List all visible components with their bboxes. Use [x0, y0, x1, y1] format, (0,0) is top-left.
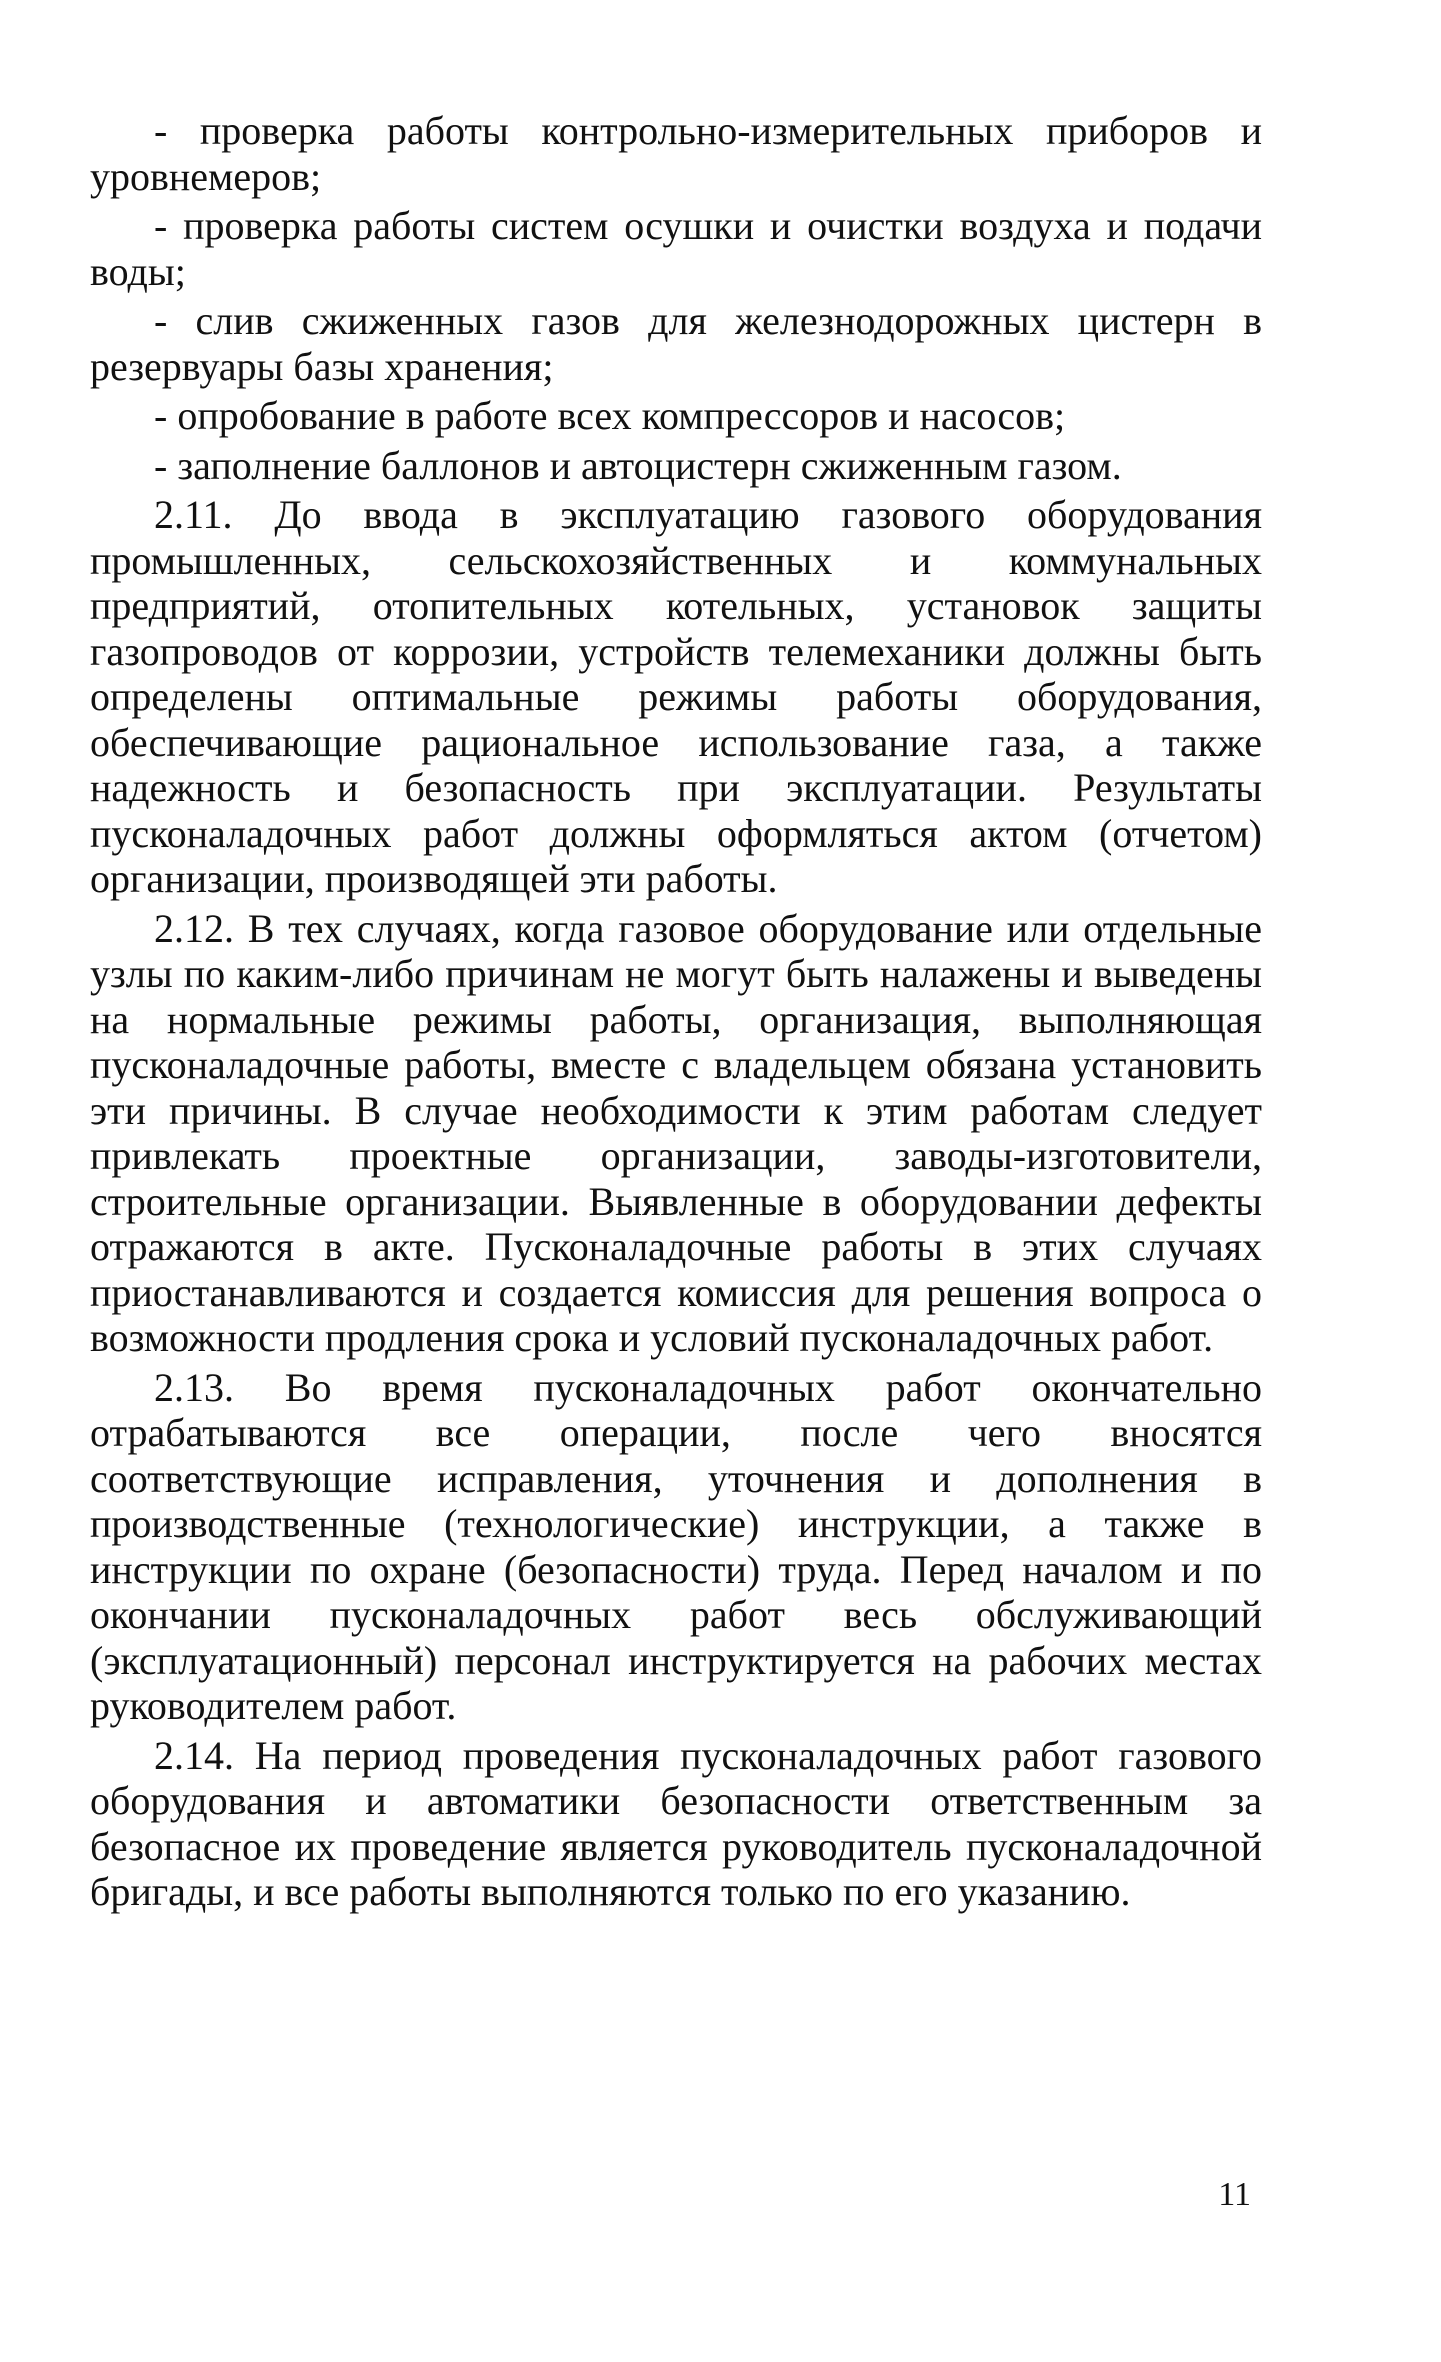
section-2-12: 2.12. В тех случаях, когда газовое оборудование или отдельные узлы по каким-либо причинам не могут быть налажены и выведены на нормальные режимы работы, организация, выполняющая пусконаладочные работы, вместе с владельцем обязана установить эти причины. В случае необходимости к этим работам следует привлекать проектные организации, заводы-изготовители, строительные организации. Выявленные в оборудовании дефекты отражаются в акте. Пусконаладочные работы в этих случаях приостанавливаются и создается комиссия для решения вопроса о возможности продления срока и условий пусконаладочных работ.: [90, 905, 1262, 1360]
page-number: 11: [1218, 2176, 1251, 2213]
list-item-compressors: - опробование в работе всех компрессоров и насосов;: [154, 393, 1066, 438]
page-body: [90, 108, 1262, 1919]
section-2-14: 2.14. На период проведения пусконаладочных работ газового оборудования и автоматики безопасности ответственным за безопасное их проведение является руководитель пусконаладочной бригады, и все работы выполняются только по его указанию.: [90, 1732, 1262, 1914]
list-item-cylinders: - заполнение баллонов и автоцистерн сжиженным газом.: [154, 442, 1122, 488]
list-item-instruments: - проверка работы контрольно-измерительных приборов и уровнемеров;: [90, 108, 1262, 199]
section-2-11: 2.11. До ввода в эксплуатацию газового оборудования промышленных, сельскохозяйственных и коммунальных предприятий, отопительных котельных, установок защиты газопроводов от коррозии, устройств телемеханики должны быть определены оптимальные режимы работы оборудования, обеспечивающие рациональное использование газа, а также надежность и безопасность при эксплуатации. Результаты пусконаладочных работ должны оформляться актом (отчетом) организации, производящей эти работы.: [90, 492, 1262, 901]
list-item-gas-drain: - слив сжиженных газов для железнодорожных цистерн в резервуары базы хранения;: [90, 298, 1262, 389]
section-2-13: 2.13. Во время пусконаладочных работ окончательно отрабатываются все операции, после чего вносятся соответствующие исправления, уточнения и дополнения в производственные (технологические) инструкции, а также в инструкции по охране (безопасности) труда. Перед началом и по окончании пусконаладочных работ весь обслуживающий (эксплуатационный) персонал инструктируется на рабочих местах руководителем работ.: [90, 1364, 1262, 1728]
list-item-air-water: - проверка работы систем осушки и очистки воздуха и подачи воды;: [90, 203, 1262, 294]
